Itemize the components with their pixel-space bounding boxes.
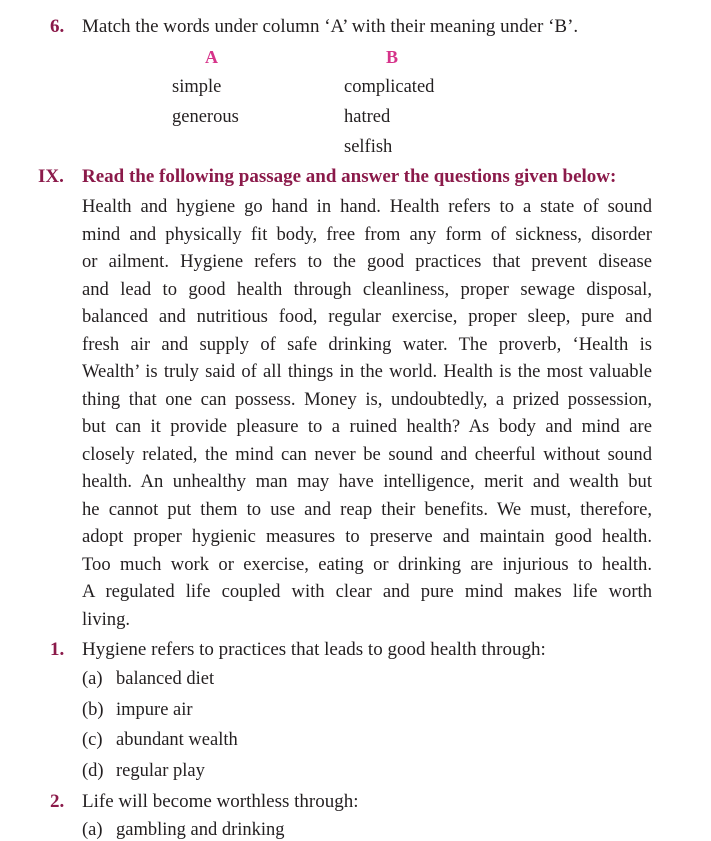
question-2-number: 2.	[50, 791, 65, 812]
option-text: gambling and drinking	[116, 820, 285, 840]
reading-passage	[82, 193, 652, 633]
column-a-item: simple	[172, 77, 222, 97]
column-b-item: hatred	[344, 107, 391, 127]
option-label: (b)	[82, 700, 104, 720]
passage-line: but can it provide pleasure to a ruined health? As body and mind are	[82, 416, 652, 437]
passage-line: closely related, the mind can never be sound and cheerful without sound	[82, 443, 652, 465]
passage-line: balanced and nutritious food, regular exercise, proper sleep, pure and	[82, 306, 652, 327]
passage-line: adopt proper hygienic measures to preserve and maintain good health.	[82, 526, 652, 547]
option-label: (c)	[82, 730, 103, 750]
passage-line: mind and physically fit body, free from any form of sickness, disorder	[82, 223, 652, 245]
option[interactable]	[82, 730, 238, 751]
passage-line: living.	[82, 608, 131, 630]
option-label: (a)	[82, 820, 103, 840]
section-number: IX.	[38, 166, 64, 187]
passage-line: Health and hygiene go hand in hand. Health refers to a state of sound	[82, 196, 652, 217]
question-2-text: Life will become worthless through:	[82, 791, 359, 812]
passage-line: or ailment. Hygiene refers to the good practices that prevent disease	[82, 251, 652, 272]
passage-line: fresh air and supply of safe drinking water. The proverb, ‘Health is	[82, 333, 652, 355]
passage-line: A regulated life coupled with clear and pure mind makes life worth	[82, 581, 652, 602]
passage-line: Too much work or exercise, eating or drinking are injurious to health.	[82, 553, 652, 575]
column-b-item: selfish	[344, 137, 393, 157]
passage-line: he cannot put them to use and reap their benefits. We must, therefore,	[82, 498, 652, 520]
option[interactable]	[82, 700, 193, 721]
passage-line: health. An unhealthy man may have intelligence, merit and wealth but	[82, 471, 652, 492]
option[interactable]	[82, 669, 214, 690]
option-label: (a)	[82, 669, 103, 689]
section-title: Read the following passage and answer the questions given below:	[82, 166, 617, 187]
column-b-header: B	[386, 47, 399, 67]
option-text: abundant wealth	[116, 730, 238, 750]
question-6-number: 6.	[50, 16, 65, 37]
passage-line: thing that one can possess. Money is, undoubtedly, a prized possession,	[82, 388, 652, 410]
option-text: balanced diet	[116, 669, 215, 689]
column-a-header: A	[205, 47, 218, 67]
option[interactable]	[82, 761, 205, 782]
column-a-item: generous	[172, 107, 239, 127]
column-b-item: complicated	[344, 77, 435, 97]
option-text: impure air	[116, 700, 193, 720]
question-6-text: Match the words under column ‘A’ with their meaning under ‘B’.	[82, 16, 579, 37]
question-1-text: Hygiene refers to practices that leads to good health through:	[82, 639, 546, 660]
passage-line: and lead to good health through cleanliness, proper sewage disposal,	[82, 278, 652, 300]
passage-line: Wealth’ is truly said of all things in the world. Health is the most valuable	[82, 361, 652, 382]
option-label: (d)	[82, 761, 104, 781]
question-1-number: 1.	[50, 639, 65, 660]
option-text: regular play	[116, 761, 205, 781]
